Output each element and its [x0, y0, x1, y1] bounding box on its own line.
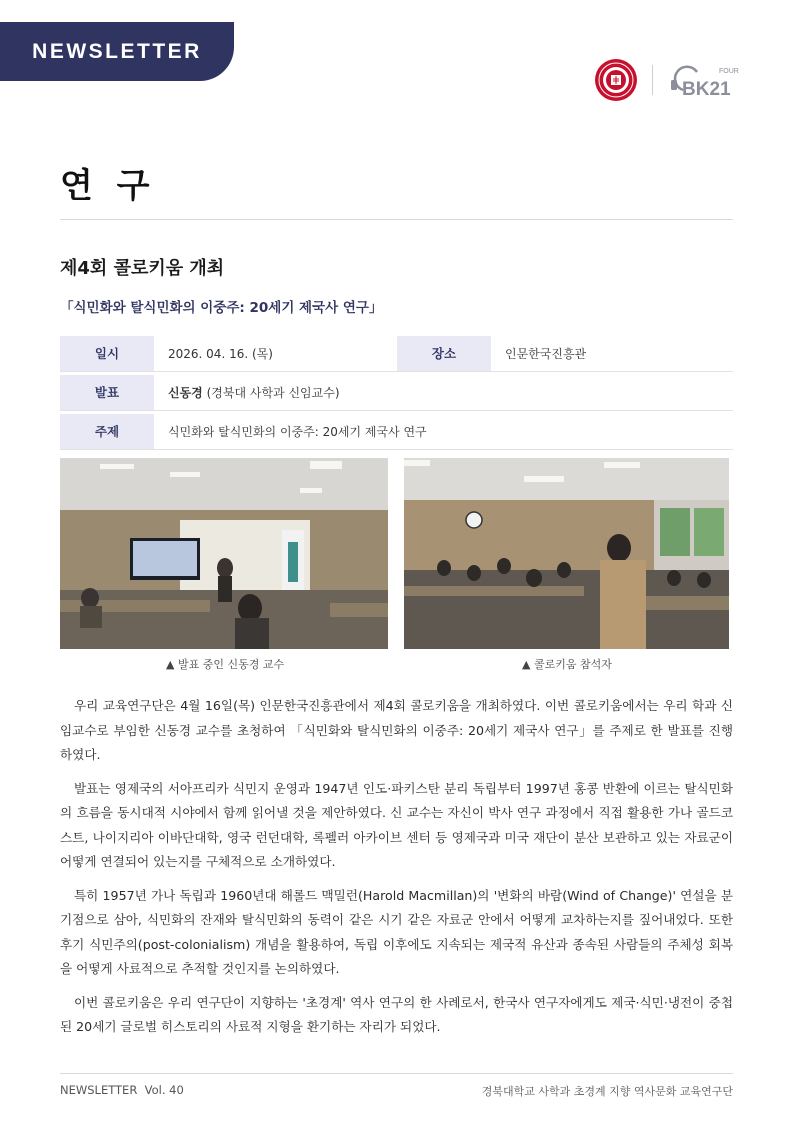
- footer-divider: [60, 1073, 733, 1074]
- date-value: 2026. 04. 16. (목): [154, 336, 397, 371]
- info-row-presenter: [60, 375, 733, 410]
- article-body: [60, 694, 733, 1049]
- presenter-name: 신동경: [168, 385, 203, 400]
- presenter-affiliation: (경북대 사학과 신임교수): [202, 385, 340, 400]
- body-paragraph: 이번 콜로키움은 우리 연구단이 지향하는 '초경계' 역사 연구의 한 사례로서, 한국사 연구자에게도 제국·식민·냉전이 중첩된 20세기 글로벌 히스토리의 사료적 지형을 환기하는 자리가 되었다.: [60, 994, 733, 1034]
- photo-caption-attendees: ▲ 콜로키움 참석자: [522, 658, 612, 671]
- body-paragraph: 발표는 영제국의 서아프리카 식민지 운영과 1947년 인도·파키스탄 분리 독립부터 1997년 홍콩 반환에 이르는 탈식민화의 흐름을 동시대적 시야에서 함께 읽어낼 것을 제안하였다. 신 교수는 자신이 박사 연구 과정에서 직접 활용한 가나 골드코스트, 나이지리아 이바단대학, 영국 런던대학, 록펠러 아카이브 센터 등 영제국과 미국 재단이 분산 보관하고 있는 자료군이 어떻게 연결되어 있는지를 구체적으로 소개하였다.: [60, 780, 733, 869]
- bk21-four-text: FOUR: [719, 68, 739, 75]
- info-row-topic: [60, 414, 733, 449]
- logo-divider: [652, 65, 653, 95]
- date-label: 일시: [60, 336, 154, 371]
- topic-label: 주제: [60, 414, 154, 449]
- photo-caption-presenter: ▲ 발표 중인 신동경 교수: [166, 658, 285, 671]
- presenter-label: 발표: [60, 375, 154, 410]
- bk21-logo: [669, 60, 739, 100]
- info-row-date-place: [60, 336, 733, 371]
- place-label: 장소: [397, 336, 491, 371]
- presenter-value: [154, 375, 733, 410]
- audience-photo: [404, 458, 729, 649]
- topic-value: 식민화와 탈식민화의 이중주: 20세기 제국사 연구: [154, 414, 733, 449]
- section-title: 연 구: [60, 166, 156, 206]
- newsletter-tab: [0, 22, 234, 81]
- place-value: 인문한국진흥관: [491, 336, 733, 371]
- header-logos: [594, 57, 739, 103]
- footer-organization: 경북대학교 사학과 초경계 지향 역사문화 교육연구단: [481, 1085, 733, 1098]
- body-paragraph: 특히 1957년 가나 독립과 1960년대 해롤드 맥밀런(Harold Macmillan)의 '변화의 바람(Wind of Change)' 연설을 분기점으로 삼아, 식민화의 잔재와 탈식민화의 동력이 같은 시기 같은 자료군 안에서 어떻게 교차하는지를 짚어내었다. 또한 후기 식민주의(post-colonialism) 개념을 활용하여, 독립 이후에도 지속되는 제국적 유산과 종속된 사람들의 주체성 회복을 어떻게 사료적으로 추적할 것인지를 논의하였다.: [60, 887, 733, 976]
- newsletter-label: NEWSLETTER: [32, 39, 202, 63]
- presentation-photo: [60, 458, 388, 649]
- article-subtitle: 「식민화와 탈식민화의 이중주: 20세기 제국사 연구」: [60, 300, 383, 316]
- bk21-main-text: BK21: [682, 79, 731, 100]
- footer-volume: NEWSLETTER Vol. 40: [60, 1083, 184, 1097]
- article-title: 제4회 콜로키움 개최: [60, 258, 225, 279]
- event-info-table: [60, 336, 733, 450]
- body-paragraph: 우리 교육연구단은 4월 16일(목) 인문한국진흥관에서 제4회 콜로키움을 개최하였다. 이번 콜로키움에서는 우리 학과 신임교수로 부임한 신동경 교수를 초청하여 「식민화와 탈식민화의 이중주: 20세기 제국사 연구」를 주제로 한 발표를 진행하였다.: [60, 698, 733, 762]
- university-seal-logo: [594, 58, 638, 102]
- title-divider: [60, 219, 733, 220]
